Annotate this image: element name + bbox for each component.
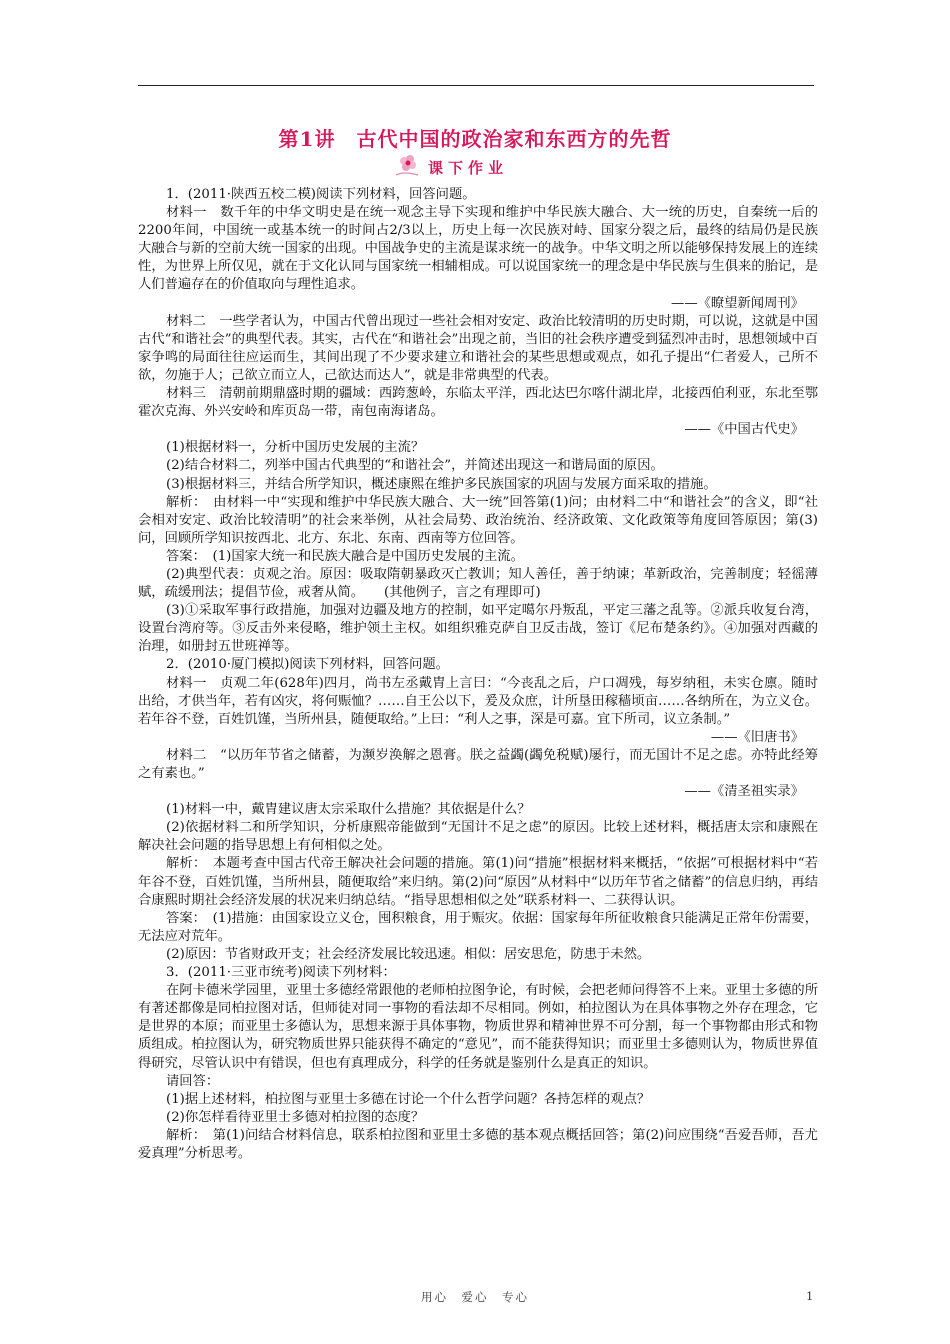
- paragraph: 在阿卡德米学园里，亚里士多德经常跟他的老师柏拉图争论，有时候，会把老师问得答不上来。亚里士多德的所有著述都像是同柏拉图对话，但师徒对同一事物的看法却不尽相同。例如，柏拉图认为在具体事物之外存在理念，它是世界的本原；而亚里士多德认为，思想来源于具体事物，物质世界和精神世界不可分割，每一个事物都由形式和物质组成。柏拉图认为，研究物质世界只能获得不确定的“意见”，而不能获得知识；而亚里士多德则认为，物质世界值得研究，尽管认识中有错误，但也有真理成分，科学的任务就是鉴别什么是真正的知识。: [138, 983, 818, 1071]
- paragraph: (2)原因：节省财政开支；社会经济发展比较迅速。相似：居安思危，防患于未然。: [166, 946, 651, 962]
- paragraph: 答案： (1)措施：由国家设立义仓，囤积粮食，用于赈灾。依据：国家每年所征收粮食只能满足正常年份需要，无法应对荒年。: [138, 910, 818, 944]
- paragraph: (2)依据材料二和所学知识，分析康熙帝能做到“无国计不足之虑”的原因。比较上述材料，概括唐太宗和康熙在解决社会问题的指导思想上有何相似之处。: [138, 820, 818, 854]
- paragraph: 解析： 第(1)问结合材料信息，联系柏拉图和亚里士多德的基本观点概括回答；第(2)问应围绕“吾爱吾师，吾尤爱真理”分析思考。: [138, 1127, 818, 1161]
- page-title: 第1讲 古代中国的政治家和东西方的先哲: [278, 127, 672, 151]
- paragraph: (3)根据材料三，并结合所学知识，概述康熙在维护多民族国家的巩固与发展方面采取的措施。: [166, 476, 717, 492]
- paragraph: (1)根据材料一，分析中国历史发展的主流？: [166, 440, 425, 456]
- paragraph: (2)你怎样看待亚里士多德对柏拉图的态度？: [166, 1109, 425, 1125]
- paragraph: 3．(2011·三亚市统考)阅读下列材料：: [166, 965, 396, 981]
- paragraph: 材料二 “以历年节省之储蓄，为濒岁涣解之恩膏。朕之益蠲(蠲免税赋)屡行，而无国计不足之虑。亦特此经筹之有素也。”: [138, 747, 818, 781]
- paragraph: 材料二 一些学者认为，中国古代曾出现过一些社会相对安定、政治比较清明的历史时期，可以说，这就是中国古代“和谐社会”的典型代表。其实，古代在“和谐社会”出现之前，当旧的社会秩序遭受到猛烈冲击时，思想领域中百家争鸣的局面往往应运而生，其间出现了不少要求建立和谐社会的某些思想或观点，如孔子提出“仁者爱人，己所不欲，勿施于人；己欲立而立人，己欲达而达人”，就是非常典型的代表。: [138, 313, 818, 383]
- paragraph: 1．(2011·陕西五校二模)阅读下列材料，回答问题。: [166, 187, 476, 202]
- paragraph: (2)结合材料二，列举中国古代典型的“和谐社会”，并简述出现这一和谐局面的原因。: [166, 458, 664, 474]
- paragraph: 2．(2010·厦门模拟)阅读下列材料，回答问题。: [166, 657, 449, 673]
- paragraph: (3)①采取军事行政措施，加强对边疆及地方的控制，如平定噶尔丹叛乱，平定三藩之乱等。②派兵收复台湾，设置台湾府等。③反击外来侵略，维护领土主权。如组织雅克萨自卫反击战，签订《尼布楚条约》。④加强对西藏的治理，如册封五世班禅等。: [138, 603, 818, 655]
- paragraph: 答案： (1)国家大统一和民族大融合是中国历史发展的主流。: [166, 548, 524, 564]
- document-body: [138, 186, 818, 1163]
- page-footer: 用心 爱心 专心: [421, 1290, 529, 1304]
- page-number: 1: [806, 1289, 814, 1303]
- paragraph: 材料三 清朝前期鼎盛时期的疆域：西跨葱岭，东临太平洋，西北达巴尔喀什湖北岸，北接西伯利亚，东北至鄂霍次克海、外兴安岭和库页岛一带，南包南海诸岛。: [138, 386, 818, 420]
- paragraph: 解析： 由材料一中“实现和维护中华民族大融合、大一统”回答第(1)问；由材料二中“和谐社会”的含义，即“社会相对安定、政治比较清明”的社会来举例，从社会局势、政治统治、经济政策、文化政策等角度回答原因；第(3)问，回顾所学知识按西北、北方、东北、东南、西南等方位回答。: [138, 494, 818, 546]
- paragraph: (2)典型代表：贞观之治。原因：吸取隋朝暴政灭亡教训；知人善任，善于纳谏；革新政治，完善制度；轻徭薄赋，疏缓刑法；提倡节俭，戒奢从简。 (其他例子，言之有理即可): [138, 566, 818, 601]
- source-citation: ——《清圣祖实录》: [684, 784, 804, 800]
- source-citation: ——《旧唐书》: [710, 729, 804, 745]
- paragraph: (1)材料一中，戴胄建议唐太宗采取什么措施？其依据是什么？: [166, 802, 531, 818]
- paragraph: (1)据上述材料，柏拉图与亚里士多德在讨论一个什么哲学问题？各持怎样的观点？: [166, 1091, 651, 1107]
- section-heading: [388, 155, 548, 179]
- source-citation: ——《瞭望新闻周刊》: [671, 295, 804, 311]
- paragraph: 材料一 数千年的中华文明史是在统一观念主导下实现和维护中华民族大融合、大一统的历史，自秦统一后的2200年间，中国统一或基本统一的时间占2/3以上，历史上每一次民族对峙、国家分裂之后，最终的结局仍是民族大融合与新的空前大统一国家的出现。中国战争史的主流是谋求统一的战争。中华文明之所以能够保持发展上的连续性，为世界上所仅见，就在于文化认同与国家统一相辅相成。可以说国家统一的理念是中华民族与生俱来的胎记，是人们普遍存在的价值取向与理性追求。: [138, 205, 818, 293]
- section-label: 课下作业: [428, 159, 509, 177]
- header-rule: [138, 85, 814, 86]
- source-citation: ——《中国古代史》: [684, 422, 804, 438]
- flower-icon: [392, 151, 426, 179]
- paragraph: 解析： 本题考查中国古代帝王解决社会问题的措施。第(1)问“措施”根据材料来概括，“依据”可根据材料中“若年谷不登，百姓饥馑，当所州县，随便取给”来归纳。第(2)问“原因”从材料中“以历年节省之储蓄”的信息归纳，再结合康熙时期社会经济发展的状况来归纳总结。“指导思想相似之处”联系材料一、二获得认识。: [138, 856, 818, 908]
- paragraph: 材料一 贞观二年(628年)四月，尚书左丞戴胄上言曰：“今丧乱之后，户口凋残，每岁纳租，未实仓廪。随时出给，才供当年，若有凶灾，将何赈恤？……自王公以下，爰及众庶，计所垦田稼穑顷亩……各纳所在，为立义仓。若年谷不登，百姓饥馑，当所州县，随便取给。”上曰：“利人之事，深是可嘉。宜下所司，议立条制。”: [138, 675, 818, 727]
- paragraph: 请回答：: [166, 1073, 220, 1089]
